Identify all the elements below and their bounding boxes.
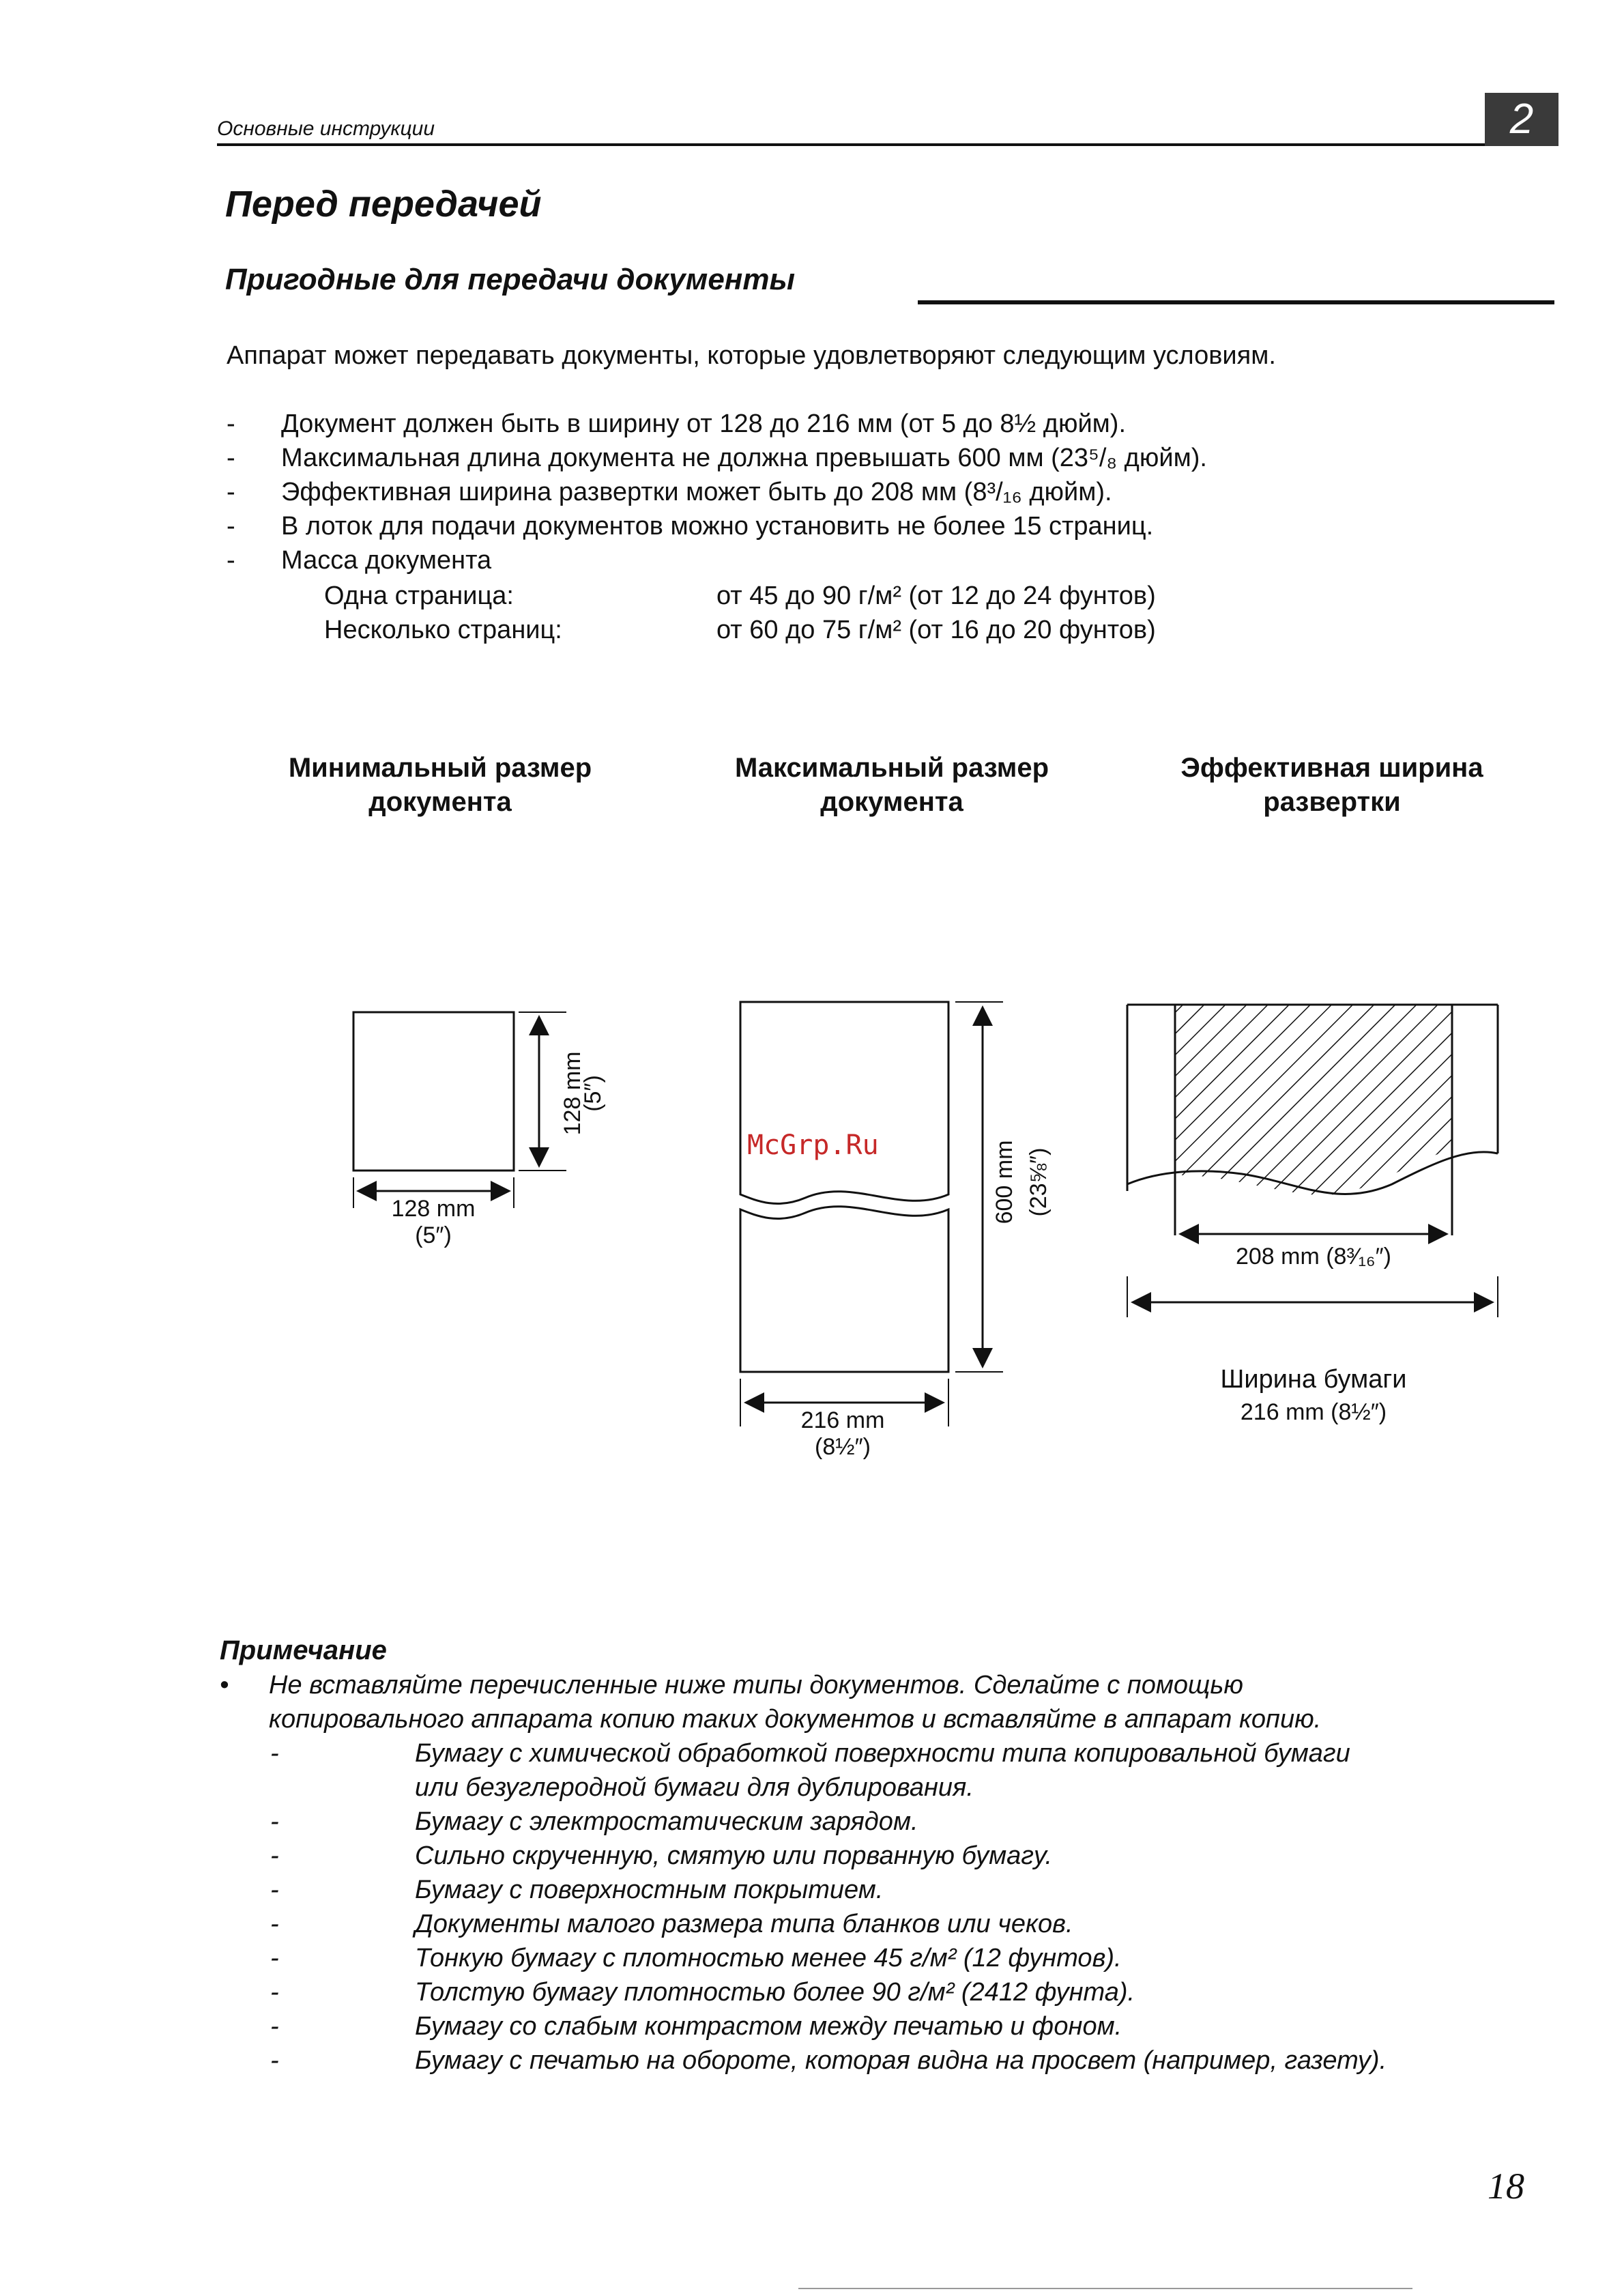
- min-height-mm-label: 128 mm: [560, 1051, 585, 1136]
- footer-rule: [798, 2288, 1412, 2289]
- mass-label-multi: Несколько страниц:: [324, 616, 562, 644]
- chapter-badge: 2: [1485, 93, 1558, 146]
- min-size-diagram: [353, 1012, 566, 1208]
- max-height-in-label: (23⅝″): [1026, 1147, 1052, 1217]
- page-number: 18: [1488, 2166, 1524, 2207]
- paper-width-title: Ширина бумаги: [1220, 1365, 1407, 1394]
- min-width-label: 128 mm (5″): [391, 1196, 476, 1248]
- max-width-label: 216 mm (8½″): [800, 1407, 885, 1460]
- note-title: Примечание: [220, 1635, 387, 1665]
- mass-value-single: от 45 до 90 г/м² (от 12 до 24 фунтов): [716, 582, 1156, 610]
- max-size-heading: Максимальный размер документа: [734, 753, 1049, 817]
- paper-width-value: 216 mm (8½″): [1240, 1399, 1387, 1425]
- intro-paragraph: Аппарат может передавать документы, которые удовлетворяют следующим условиям.: [227, 341, 1276, 370]
- section-subtitle: Пригодные для передачи документы: [225, 263, 796, 296]
- section-header: Основные инструкции: [217, 117, 435, 140]
- note-lead-line-2: копировального аппарата копию таких документов и вставляйте в аппарат копию.: [269, 1705, 1322, 1734]
- scan-width-label: 208 mm (8³⁄₁₆″): [1235, 1244, 1392, 1269]
- page-title: Перед передачей: [225, 184, 542, 225]
- scan-width-diagram: [1127, 1005, 1498, 1317]
- min-size-heading: Минимальный размер документа: [288, 753, 592, 817]
- note-bullet: •: [220, 1671, 229, 1699]
- note-lead-line-1: Не вставляйте перечисленные ниже типы документов. Сделайте с помощью: [269, 1671, 1243, 1699]
- mass-value-multi: от 60 до 75 г/м² (от 16 до 20 фунтов): [716, 616, 1156, 644]
- watermark: McGrp.Ru: [747, 1130, 879, 1161]
- max-height-mm-label: 600 mm: [991, 1140, 1017, 1224]
- max-size-diagram: [740, 1002, 1003, 1426]
- mass-label-single: Одна страница:: [324, 582, 514, 610]
- scan-width-heading: Эффективная ширина развертки: [1180, 753, 1483, 817]
- min-height-in-label: (5″): [580, 1075, 606, 1112]
